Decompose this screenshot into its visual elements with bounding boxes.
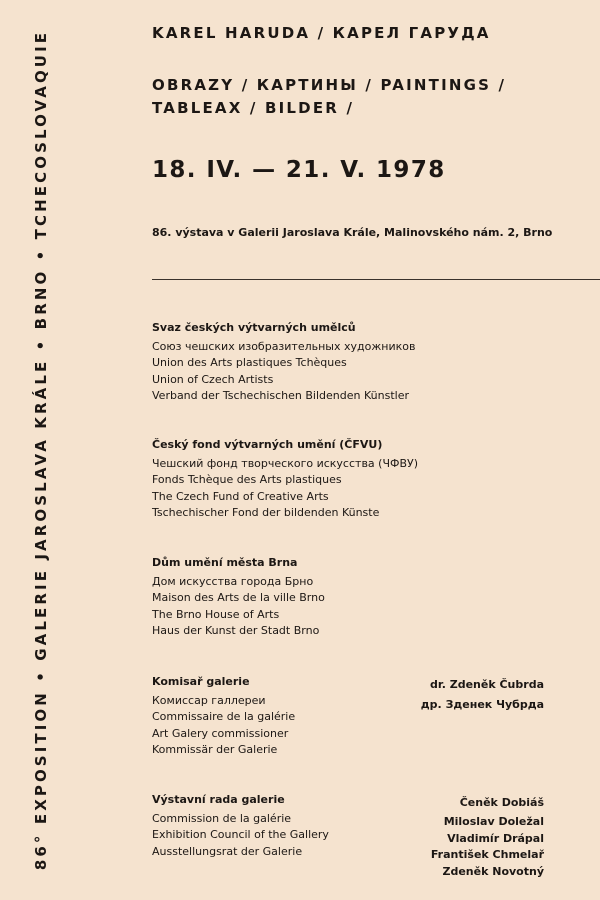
section-line: Maison des Arts de la ville Brno bbox=[152, 591, 325, 605]
section-title: Komisař galerie bbox=[152, 675, 250, 688]
section-line: Commission de la galérie bbox=[152, 812, 292, 825]
section-line: Tschechischer Fond der bildenden Künste bbox=[152, 506, 380, 520]
vertical-side-title: 86° EXPOSITION • GALERIE JAROSLAVA KRÁLE • BRNO • TCHECOSLOVAQUIE bbox=[32, 29, 50, 871]
section-title: Český fond výtvarných umění (ČFVU) bbox=[152, 438, 383, 451]
council-member: Zdeněk Novotný bbox=[442, 864, 544, 878]
section-artists-union bbox=[152, 320, 552, 405]
section-line: Чешский фонд творческого искусства (ЧФВУ) bbox=[152, 457, 419, 470]
section-title: Svaz českých výtvarných umělců bbox=[152, 321, 356, 334]
venue-line: 86. výstava v Galerii Jaroslava Krále, Malinovského nám. 2, Brno bbox=[152, 226, 553, 239]
works-title-line-2: TABLEAX / BILDER / bbox=[152, 99, 355, 117]
section-house-of-arts bbox=[152, 555, 552, 640]
section-line: Commissaire de la galérie bbox=[152, 710, 296, 724]
section-line: Art Galery commissioner bbox=[152, 726, 289, 740]
section-line: Дом искусства города Брно bbox=[152, 575, 314, 588]
section-line: Union of Czech Artists bbox=[152, 372, 274, 386]
section-line: Kommissär der Galerie bbox=[152, 743, 278, 757]
works-title-line-1: OBRAZY / КАРТИНЫ / PAINTINGS / bbox=[152, 76, 507, 94]
section-line: Союз чешских изобразительных художников bbox=[152, 340, 416, 353]
section-line: Ausstellungsrat der Galerie bbox=[152, 844, 303, 858]
section-line: Haus der Kunst der Stadt Brno bbox=[152, 624, 320, 638]
section-line: The Brno House of Arts bbox=[152, 607, 280, 621]
council-member: Vladimír Drápal bbox=[447, 831, 544, 845]
section-title: Dům umění města Brna bbox=[152, 556, 298, 569]
section-line: Verband der Tschechischen Bildenden Künstler bbox=[152, 389, 409, 403]
council-member: František Chmelař bbox=[430, 848, 544, 862]
council-names bbox=[431, 795, 544, 880]
section-line: Union des Arts plastiques Tchèques bbox=[152, 356, 347, 370]
section-line: Fonds Tchèque des Arts plastiques bbox=[152, 473, 342, 487]
section-title: Výstavní rada galerie bbox=[152, 793, 285, 806]
commissioner-name: dr. Zdeněk Čubrda bbox=[430, 678, 544, 691]
exhibition-dates: 18. IV. — 21. V. 1978 bbox=[152, 157, 446, 183]
council-member: Čeněk Dobiáš bbox=[459, 796, 544, 809]
works-title bbox=[152, 74, 506, 120]
divider bbox=[152, 279, 600, 280]
council-member: Miloslav Doležal bbox=[443, 815, 544, 829]
commissioner-name-cyrillic: др. Зденек Чубрда bbox=[420, 698, 544, 712]
artist-name: KAREL HARUDA / КАРЕЛ ГАРУДА bbox=[152, 24, 491, 42]
section-fund bbox=[152, 437, 552, 522]
commissioner-names bbox=[421, 677, 544, 714]
section-line: The Czech Fund of Creative Arts bbox=[152, 489, 329, 503]
section-line: Комиссар галлереи bbox=[152, 694, 266, 707]
section-line: Exhibition Council of the Gallery bbox=[152, 828, 329, 842]
